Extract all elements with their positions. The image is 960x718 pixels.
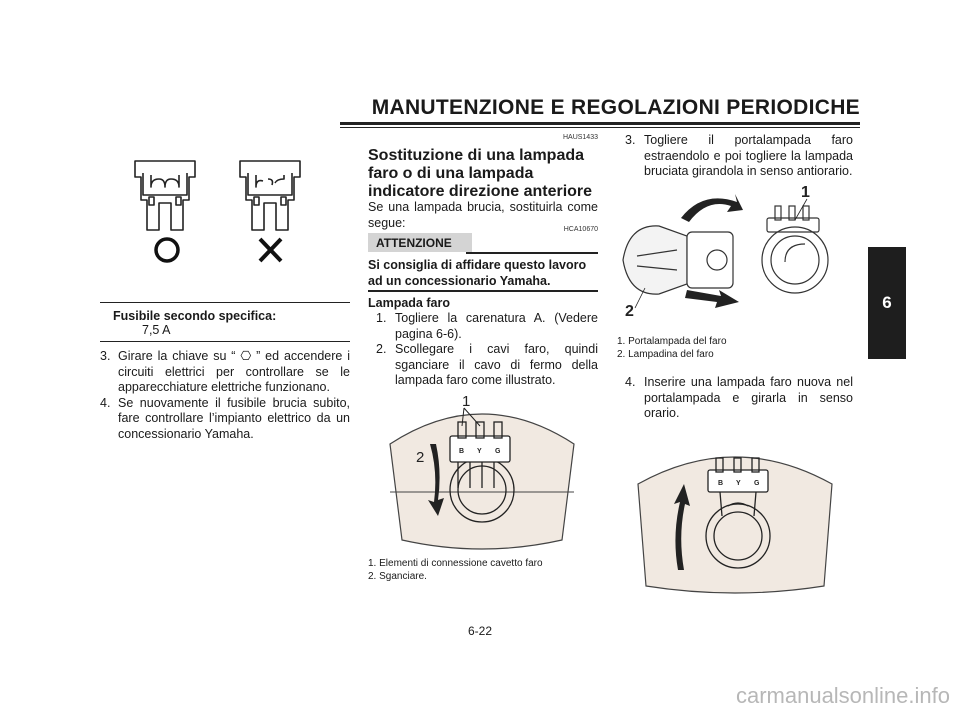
attention-code: HCA10670: [563, 226, 598, 233]
header-rule: [340, 122, 860, 125]
list-item: [368, 342, 598, 389]
callout-2: 2: [625, 303, 634, 320]
terminal-label-b: B: [718, 480, 724, 487]
fail-x-icon: [260, 239, 281, 261]
step-text: Togliere il portalampada faro estraendolo e poi togliere la lampada bruciata girandola in senso antiorario.: [644, 133, 853, 178]
callout-2: 2: [416, 449, 425, 466]
section-intro: Se una lampada brucia, sostituirla come segue:: [368, 200, 598, 230]
page-header-title: MANUTENZIONE E REGOLAZIONI PERIODICHE: [371, 96, 860, 119]
step-number: 3.: [100, 349, 111, 363]
terminal-label-g: G: [754, 480, 760, 487]
lamp-steps-list-end: [617, 375, 853, 422]
page-number: 6-22: [467, 624, 493, 638]
list-item: [617, 133, 853, 180]
step-text: Inserire una lampada faro nuova nel portalampada e girarla in senso orario.: [644, 375, 853, 420]
chapter-tab[interactable]: 6: [868, 247, 906, 359]
lamp-steps-list: [368, 311, 598, 389]
list-item: [617, 375, 853, 422]
step-number: 3.: [625, 133, 636, 147]
section-title: Sostituzione di una lampada faro o di una lampada indicatore direzione anteriore: [368, 147, 593, 200]
list-item: [100, 349, 350, 396]
terminal-label-y: Y: [736, 480, 741, 487]
callout-1: 1: [462, 393, 471, 410]
attention-text: Si consiglia di affidare questo lavoro ad un concessionario Yamaha.: [368, 258, 587, 288]
step-number: 2.: [376, 342, 387, 356]
step-number: 1.: [376, 311, 387, 325]
section-code: HAUS1433: [562, 134, 598, 141]
fuse-steps-list: [100, 349, 350, 442]
attention-rule: [466, 252, 598, 254]
step-text: Girare la chiave su “ ⎔ ” ed accendere i circuiti elettrici per controllare se le apparecchiature elettriche funzionano.: [118, 349, 350, 394]
terminal-label-y: Y: [477, 448, 482, 455]
subsection-title: Lampada faro: [368, 296, 450, 310]
pull-arrow-icon: [685, 290, 739, 308]
spec-box: [100, 302, 350, 342]
figure-captions: [617, 335, 853, 361]
callout-1: 1: [801, 184, 810, 201]
spec-value: 7,5 A: [142, 323, 171, 337]
lamp-steps-list-cont: [617, 133, 853, 180]
terminal-label-b: B: [459, 448, 465, 455]
caption: 1. Elementi di connessione cavetto faro: [368, 558, 543, 569]
attention-label: ATTENZIONE: [368, 233, 472, 252]
bulb-illustration: [617, 180, 853, 325]
spec-title: Fusibile secondo specifica:: [113, 309, 277, 323]
caption: 2. Lampadina del faro: [617, 349, 714, 360]
attention-rule-bottom: [368, 290, 598, 292]
step-number: 4.: [625, 375, 636, 389]
header-rule-thin: [340, 127, 860, 128]
connector-illustration: [384, 392, 580, 554]
install-illustration: [632, 436, 838, 596]
step-number: 4.: [100, 395, 111, 410]
list-item: [100, 396, 350, 443]
caption: 1. Portalampada del faro: [617, 336, 727, 347]
watermark: carmanualsonline.info: [735, 683, 950, 708]
caption: 2. Sganciare.: [368, 571, 427, 582]
terminal-label-g: G: [495, 448, 501, 455]
step-text: Togliere la carenatura A. (Vedere pagina 6-6).: [395, 311, 598, 341]
list-item: [368, 311, 598, 342]
rotate-arrow-icon: [681, 194, 743, 222]
step-text: Se nuovamente il fusibile brucia subito, fare controllare l’impianto elettrico da un concessionario Yamaha.: [118, 395, 350, 441]
figure-captions: [368, 557, 598, 583]
step-text: Scollegare i cavi faro, quindi sganciare il cavo di fermo della lampada faro come illustrato.: [395, 342, 598, 387]
fuse-illustration: [125, 155, 315, 270]
ok-circle-icon: [156, 239, 178, 261]
